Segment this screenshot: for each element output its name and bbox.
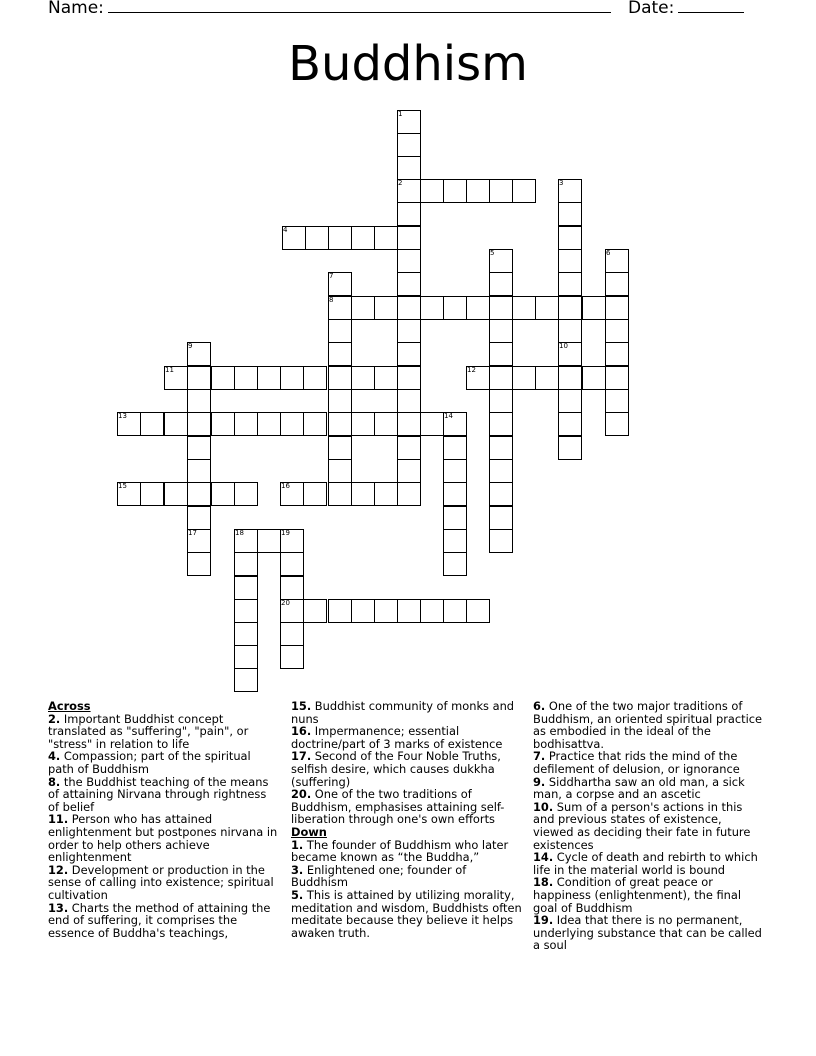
grid-cell[interactable] — [351, 366, 375, 390]
grid-cell[interactable] — [211, 366, 235, 390]
clue-text: Condition of great peace or happiness (enlightenment), the final goal of Buddhism — [533, 875, 742, 915]
grid-cell[interactable] — [303, 482, 327, 506]
clue-item — [48, 713, 280, 751]
clue-number-label: 12 — [467, 366, 476, 374]
grid-cell[interactable] — [140, 482, 164, 506]
clue-number: 5. — [291, 887, 304, 902]
grid-cell[interactable] — [397, 156, 421, 180]
grid-cell[interactable] — [351, 296, 375, 320]
grid-cell[interactable] — [397, 319, 421, 343]
grid-cell[interactable] — [512, 366, 536, 390]
clue-number: 2. — [48, 711, 61, 726]
grid-cell[interactable] — [187, 436, 211, 460]
clue-text: Buddhist community of monks and nuns — [291, 699, 515, 726]
grid-cell[interactable] — [397, 202, 421, 226]
clue-text: One of the two major traditions of Buddhism, an oriented spiritual practice as embodied in the ideal of the bodhisattva. — [533, 699, 763, 751]
grid-cell[interactable] — [397, 366, 421, 390]
grid-cell[interactable] — [280, 366, 304, 390]
grid-cell[interactable] — [489, 296, 513, 320]
clue-number: 18. — [533, 875, 554, 890]
grid-cell[interactable] — [211, 482, 235, 506]
down-heading: Down — [291, 824, 327, 839]
grid-cell[interactable] — [303, 412, 327, 436]
grid-cell[interactable] — [420, 412, 444, 436]
grid-cell[interactable] — [397, 599, 421, 623]
grid-cell[interactable] — [257, 366, 281, 390]
clue-number: 6. — [533, 699, 546, 713]
grid-cell[interactable] — [328, 342, 352, 366]
grid-cell[interactable] — [351, 599, 375, 623]
grid-cell[interactable] — [397, 296, 421, 320]
clue-item — [533, 750, 765, 775]
grid-cell[interactable] — [535, 366, 559, 390]
clue-number-label: 20 — [281, 599, 290, 607]
grid-cell[interactable] — [443, 552, 467, 576]
clue-number: 15. — [291, 699, 312, 713]
grid-cell[interactable] — [305, 226, 329, 250]
grid-cell[interactable] — [558, 436, 582, 460]
clue-number: 14. — [533, 850, 554, 865]
grid-cell[interactable] — [489, 366, 513, 390]
grid-cell[interactable] — [443, 296, 467, 320]
grid-cell[interactable] — [605, 412, 629, 436]
clue-item — [533, 876, 765, 914]
clue-number-label: 11 — [165, 366, 174, 374]
clue-text: Practice that rids the mind of the defilement of delusion, or ignorance — [533, 749, 740, 776]
grid-cell[interactable] — [397, 412, 421, 436]
grid-cell[interactable] — [374, 226, 398, 250]
clue-item — [291, 864, 523, 889]
down-clue-list — [291, 839, 523, 940]
grid-cell[interactable] — [605, 389, 629, 413]
clue-text: Impermanence; essential doctrine/part of 3 marks of existence — [291, 724, 503, 751]
grid-cell[interactable] — [489, 179, 513, 203]
grid-cell[interactable] — [187, 506, 211, 530]
clue-item — [533, 700, 765, 750]
down-clue-list-continued — [533, 700, 765, 952]
grid-cell[interactable] — [443, 459, 467, 483]
grid-cell[interactable] — [489, 482, 513, 506]
clue-number: 1. — [291, 837, 304, 852]
grid-cell[interactable] — [328, 319, 352, 343]
grid-cell[interactable] — [582, 366, 606, 390]
clue-item — [291, 889, 523, 939]
clue-item — [533, 801, 765, 851]
grid-cell[interactable] — [374, 366, 398, 390]
grid-cell[interactable] — [558, 296, 582, 320]
across-clue-list — [48, 713, 280, 940]
clue-item — [291, 839, 523, 864]
page-title: Buddhism — [288, 36, 528, 92]
clue-number-label: 16 — [281, 482, 290, 490]
grid-cell[interactable] — [234, 412, 258, 436]
grid-cell[interactable] — [443, 529, 467, 553]
grid-cell[interactable] — [558, 389, 582, 413]
grid-cell[interactable] — [489, 389, 513, 413]
clue-item — [48, 776, 280, 814]
grid-cell[interactable] — [489, 459, 513, 483]
grid-cell[interactable] — [187, 482, 211, 506]
grid-cell[interactable] — [397, 389, 421, 413]
grid-cell[interactable] — [303, 366, 327, 390]
grid-cell[interactable] — [234, 366, 258, 390]
grid-cell[interactable] — [489, 412, 513, 436]
grid-cell[interactable] — [328, 389, 352, 413]
grid-cell[interactable] — [351, 482, 375, 506]
clue-number: 20. — [291, 787, 312, 802]
clue-text: Idea that there is no permanent, underlying substance that can be called a soul — [533, 913, 762, 953]
grid-cell[interactable] — [187, 459, 211, 483]
clue-item — [48, 750, 280, 775]
clue-item — [291, 750, 523, 788]
grid-cell[interactable] — [397, 226, 421, 250]
grid-cell[interactable] — [211, 412, 235, 436]
grid-cell[interactable] — [466, 179, 490, 203]
across-heading: Across — [48, 699, 91, 713]
grid-cell[interactable] — [420, 179, 444, 203]
grid-cell[interactable] — [558, 366, 582, 390]
grid-cell[interactable] — [187, 366, 211, 390]
clue-number-label: 8 — [329, 296, 334, 304]
clue-number-label: 19 — [281, 529, 290, 537]
clue-text: Cycle of death and rebirth to which life in the material world is bound — [533, 850, 758, 877]
grid-cell[interactable] — [328, 226, 352, 250]
clue-number-label: 14 — [444, 412, 453, 420]
grid-cell[interactable] — [303, 599, 327, 623]
clue-number-label: 10 — [559, 342, 568, 350]
clues-column-3 — [533, 700, 765, 952]
clue-item — [533, 851, 765, 876]
grid-cell[interactable] — [443, 179, 467, 203]
grid-cell[interactable] — [234, 482, 258, 506]
grid-cell[interactable] — [351, 412, 375, 436]
grid-cell[interactable] — [420, 599, 444, 623]
grid-cell[interactable] — [558, 272, 582, 296]
clue-number: 16. — [291, 724, 312, 739]
grid-cell[interactable] — [328, 412, 352, 436]
grid-cell[interactable] — [328, 459, 352, 483]
clue-number-label: 6 — [606, 249, 611, 257]
clue-text: This is attained by utilizing morality, meditation and wisdom, Buddhists often meditate because they believe it helps awaken truth. — [291, 887, 522, 940]
grid-cell[interactable] — [374, 482, 398, 506]
grid-cell[interactable] — [512, 179, 536, 203]
clue-number: 7. — [533, 749, 546, 764]
grid-cell[interactable] — [558, 249, 582, 273]
grid-cell[interactable] — [605, 272, 629, 296]
clue-number-label: 9 — [188, 342, 193, 350]
grid-cell[interactable] — [397, 342, 421, 366]
grid-cell[interactable] — [397, 436, 421, 460]
grid-cell[interactable] — [512, 296, 536, 320]
grid-cell[interactable] — [466, 296, 490, 320]
grid-cell[interactable] — [605, 366, 629, 390]
grid-cell[interactable] — [374, 599, 398, 623]
grid-cell[interactable] — [234, 552, 258, 576]
grid-cell[interactable] — [489, 319, 513, 343]
clue-text: Important Buddhist concept translated as "suffering", "pain", or "stress" in relation to life — [48, 711, 249, 751]
date-label: Date: — [628, 0, 675, 18]
clue-text: Person who has attained enlightenment but postpones nirvana in order to help others achieve enlightenment — [48, 812, 278, 865]
clue-number-label: 2 — [398, 179, 403, 187]
clue-text: Development or production in the sense of calling into existence; spiritual cultivation — [48, 862, 274, 902]
grid-cell[interactable] — [187, 412, 211, 436]
clue-item — [533, 914, 765, 952]
grid-cell[interactable] — [558, 202, 582, 226]
clue-number: 13. — [48, 900, 69, 915]
grid-cell[interactable] — [535, 296, 559, 320]
clue-item — [291, 725, 523, 750]
clue-text: Siddhartha saw an old man, a sick man, a corpse and an ascetic — [533, 774, 745, 802]
grid-cell[interactable] — [397, 459, 421, 483]
grid-cell[interactable] — [328, 436, 352, 460]
grid-cell[interactable] — [328, 366, 352, 390]
grid-cell[interactable] — [420, 296, 444, 320]
grid-cell[interactable] — [257, 529, 281, 553]
clues-column-1 — [48, 700, 280, 939]
grid-cell[interactable] — [397, 249, 421, 273]
grid-cell[interactable] — [234, 622, 258, 646]
clue-number-label: 17 — [188, 529, 197, 537]
grid-cell[interactable] — [351, 226, 375, 250]
clue-number-label: 18 — [235, 529, 244, 537]
grid-cell[interactable] — [489, 529, 513, 553]
clue-text: Second of the Four Noble Truths, selfish desire, which causes dukkha (suffering) — [291, 749, 501, 789]
grid-cell[interactable] — [582, 296, 606, 320]
grid-cell[interactable] — [443, 506, 467, 530]
clue-item — [48, 902, 280, 940]
grid-cell[interactable] — [280, 622, 304, 646]
grid-cell[interactable] — [558, 319, 582, 343]
grid-cell[interactable] — [558, 226, 582, 250]
clues-column-2 — [291, 700, 523, 939]
grid-cell[interactable] — [443, 482, 467, 506]
clue-text: Compassion; part of the spiritual path of Buddhism — [48, 749, 251, 776]
across-clue-list-continued — [291, 700, 523, 826]
grid-cell[interactable] — [187, 552, 211, 576]
grid-cell[interactable] — [374, 412, 398, 436]
grid-cell[interactable] — [489, 342, 513, 366]
grid-cell[interactable] — [489, 506, 513, 530]
grid-cell[interactable] — [234, 668, 258, 692]
grid-cell[interactable] — [489, 272, 513, 296]
clue-number: 3. — [291, 862, 304, 877]
clue-text: Sum of a person's actions in this and previous states of existence, viewed as deciding their fate in future existences — [533, 799, 751, 852]
grid-cell[interactable] — [328, 599, 352, 623]
clue-text: the Buddhist teaching of the means of attaining Nirvana through rightness of belief — [48, 774, 269, 814]
clue-number-label: 4 — [283, 226, 288, 234]
clue-number: 19. — [533, 913, 554, 928]
grid-cell[interactable] — [489, 436, 513, 460]
clue-item — [533, 776, 765, 801]
clue-number-label: 15 — [118, 482, 127, 490]
grid-cell[interactable] — [164, 482, 188, 506]
grid-cell[interactable] — [280, 576, 304, 600]
grid-cell[interactable] — [234, 599, 258, 623]
clue-text: Charts the method of attaining the end of suffering, it comprises the essence of Buddha's teachings, — [48, 900, 271, 940]
clue-item — [291, 700, 523, 725]
clue-number: 11. — [48, 812, 69, 827]
grid-cell[interactable] — [280, 552, 304, 576]
grid-cell[interactable] — [443, 599, 467, 623]
clue-number: 4. — [48, 749, 61, 764]
grid-cell[interactable] — [397, 272, 421, 296]
clue-number-label: 3 — [559, 179, 564, 187]
clue-number: 12. — [48, 862, 69, 877]
grid-cell[interactable] — [397, 133, 421, 157]
clue-item — [48, 813, 280, 863]
grid-cell[interactable] — [605, 296, 629, 320]
grid-cell[interactable] — [280, 645, 304, 669]
grid-cell[interactable] — [164, 412, 188, 436]
grid-cell[interactable] — [605, 342, 629, 366]
clue-number-label: 5 — [490, 249, 495, 257]
grid-cell[interactable] — [558, 412, 582, 436]
clue-item — [291, 788, 523, 826]
clue-number: 8. — [48, 774, 61, 789]
grid-cell[interactable] — [234, 645, 258, 669]
clue-text: Enlightened one; founder of Buddhism — [291, 862, 467, 890]
clue-text: The founder of Buddhism who later became known as “the Buddha,” — [291, 837, 509, 865]
grid-cell[interactable] — [280, 412, 304, 436]
grid-cell[interactable] — [140, 412, 164, 436]
clue-text: One of the two traditions of Buddhism, emphasises attaining self-liberation through one's own efforts — [291, 787, 505, 827]
grid-cell[interactable] — [328, 482, 352, 506]
clue-number: 17. — [291, 749, 312, 764]
grid-cell[interactable] — [605, 319, 629, 343]
grid-cell[interactable] — [397, 482, 421, 506]
grid-cell[interactable] — [443, 436, 467, 460]
grid-cell[interactable] — [234, 576, 258, 600]
grid-cell[interactable] — [374, 296, 398, 320]
grid-cell[interactable] — [187, 389, 211, 413]
name-label: Name: — [48, 0, 104, 18]
grid-cell[interactable] — [466, 599, 490, 623]
clue-item — [48, 864, 280, 902]
clue-number-label: 7 — [329, 272, 334, 280]
grid-cell[interactable] — [257, 412, 281, 436]
clue-number-label: 1 — [398, 110, 403, 118]
clue-number: 10. — [533, 799, 554, 814]
clue-number-label: 13 — [118, 412, 127, 420]
clue-number: 9. — [533, 774, 546, 789]
